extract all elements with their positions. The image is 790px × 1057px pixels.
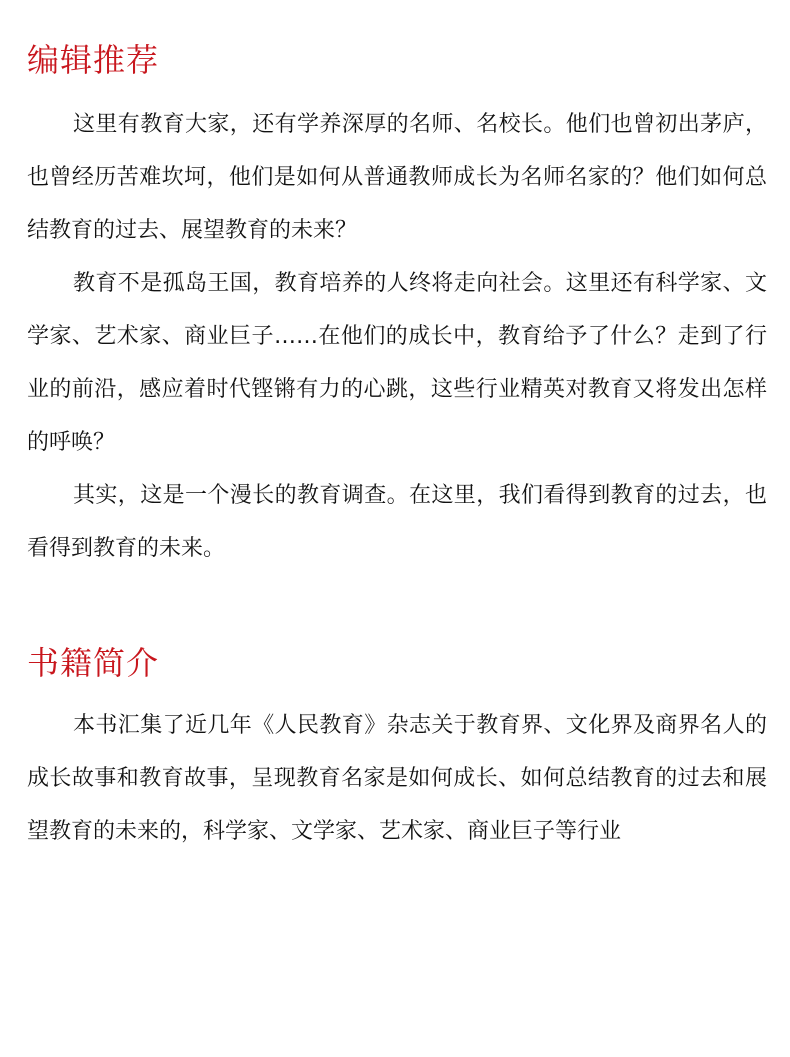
editor-recommendation-paragraph-1: 这里有教育大家，还有学养深厚的名师、名校长。他们也曾初出茅庐，也曾经历苦难坎坷，他们是如何从普通教师成长为名师名家的？他们如何总结教育的过去、展望教育的未来？: [27, 112, 767, 243]
book-introduction-paragraph-1: 本书汇集了近几年《人民教育》杂志关于教育界、文化界及商界名人的成长故事和教育故事，呈现教育名家是如何成长、如何总结教育的过去和展望教育的未来的，科学家、文学家、艺术家、商业巨子等行业: [27, 713, 767, 844]
editor-recommendation-paragraph-3: 其实，这是一个漫长的教育调查。在这里，我们看得到教育的过去，也看得到教育的未来。: [27, 483, 767, 561]
editor-recommendation-paragraph-2: 教育不是孤岛王国，教育培养的人终将走向社会。这里还有科学家、文学家、艺术家、商业巨子……在他们的成长中，教育给予了什么？走到了行业的前沿，感应着时代铿锵有力的心跳，这些行业精英对教育又将发出怎样的呼唤？: [27, 271, 767, 455]
document-page: [27, 0, 767, 858]
editor-recommendation-heading: 编辑推荐: [27, 41, 160, 79]
book-introduction-heading: 书籍简介: [27, 644, 160, 682]
